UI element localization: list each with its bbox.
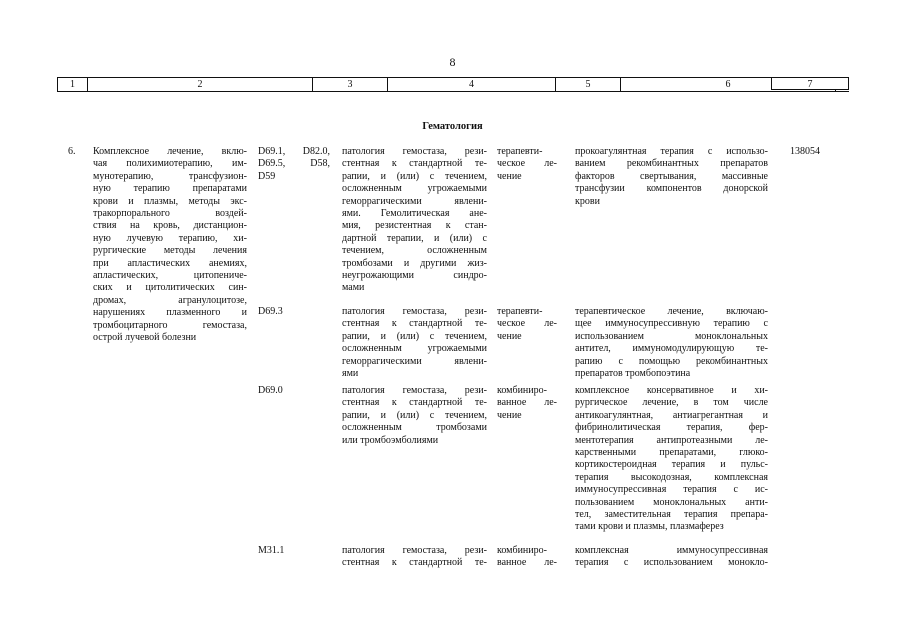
pathology-line: осложненным тромбозами	[342, 422, 487, 434]
pathology-line: патология гемостаза, рези-	[342, 146, 487, 157]
method-line: ментотерапия антипротеазными ле-	[575, 434, 768, 446]
pathology-line: геморрагическими явлени-	[342, 195, 487, 207]
treatment-type-line: комбиниро-	[497, 545, 547, 556]
entry-3-pathology	[342, 385, 487, 447]
header-col-1: 1	[57, 78, 87, 91]
care-type-name	[93, 146, 247, 345]
page-number: 8	[449, 55, 456, 69]
treatment-type-line: чение	[497, 330, 522, 342]
treatment-type-line: чение	[497, 409, 522, 421]
pathology-line: патология гемостаза, рези-	[342, 545, 487, 556]
entry-4-treatment-type	[497, 545, 557, 570]
code-line: D59	[258, 170, 276, 182]
method-line: крови	[575, 195, 600, 207]
pathology-line: стентная к стандартной те-	[342, 397, 487, 409]
pathology-line: мия, резистентная к стан-	[342, 220, 487, 232]
row-number: 6.	[68, 146, 76, 157]
treatment-type-line: ческое ле-	[497, 158, 557, 170]
pathology-line: тромбозами и другими жиз-	[342, 257, 487, 269]
header-col-3: 3	[312, 78, 387, 91]
care-type-line: острой лучевой болезни	[93, 332, 197, 344]
pathology-line: стентная к стандартной те-	[342, 158, 487, 170]
entry-1-treatment-type	[497, 146, 557, 183]
treatment-type-line: терапевти-	[497, 306, 543, 317]
pathology-line: рапии, и (или) с течением,	[342, 330, 487, 342]
method-line: препаратов тромбопоэтина	[575, 368, 691, 380]
treatment-type-line: комбиниро-	[497, 385, 547, 396]
method-line: кортикостероидная терапия и пульс-	[575, 459, 768, 471]
entry-3-method	[575, 385, 768, 534]
care-type-line: мунотерапию, трансфузион-	[93, 170, 247, 182]
pathology-line: осложненным угрожаемыми	[342, 183, 487, 195]
care-type-line: ствия на кровь, дистанцион-	[93, 220, 247, 232]
method-line: терапия с использованием моноклo-	[575, 557, 768, 569]
care-type-line: Комплексное лечение, вклю-	[93, 146, 247, 157]
method-line: щее иммуносупрессивную терапию с	[575, 318, 768, 330]
code-line: D69.0	[258, 385, 283, 396]
care-type-line: нарушениях плазменного и	[93, 307, 247, 319]
code-line: D69.1, D82.0,	[258, 146, 330, 157]
care-type-line: апластических, цитопениче-	[93, 270, 247, 282]
method-line: иммуносупрессивная терапия с ис-	[575, 484, 768, 496]
care-type-line: чая полихимиотерапию, им-	[93, 158, 247, 170]
pathology-line: стентная к стандартной те-	[342, 557, 487, 569]
section-title: Гематология	[422, 121, 483, 132]
code-line: D69.3	[258, 306, 283, 317]
entry-1-codes	[258, 146, 330, 183]
pathology-line: или тромбоэмболиями	[342, 434, 439, 446]
entry-2-codes	[258, 306, 283, 318]
method-line: карственными препаратами, глюко-	[575, 447, 768, 459]
method-line: ванием рекомбинантных препаратов	[575, 158, 768, 170]
pathology-line: неугрожающими синдро-	[342, 270, 487, 282]
entry-2-method	[575, 306, 768, 380]
pathology-line: мами	[342, 282, 365, 294]
header-col-2: 2	[87, 78, 312, 91]
pathology-line: течением, осложненным	[342, 245, 487, 257]
care-type-line: рургические методы лечения	[93, 245, 247, 257]
entry-3-treatment-type	[497, 385, 557, 422]
method-line: фибринолитическая терапия, фер-	[575, 422, 768, 434]
care-type-line: дромах, агранулоцитозе,	[93, 294, 247, 306]
entry-4-method	[575, 545, 768, 570]
care-type-line: ских и цитолитических син-	[93, 282, 247, 294]
care-type-line: крови и плазмы, методы экс-	[93, 195, 247, 207]
treatment-type-line: ванное ле-	[497, 557, 557, 569]
method-line: рапию с помощью рекомбинантных	[575, 355, 768, 367]
treatment-type-line: ческое ле-	[497, 318, 557, 330]
column-number-header	[57, 77, 849, 92]
pathology-line: ями. Гемолитическая ане-	[342, 208, 487, 220]
method-line: прокоагулянтная терапия с использо-	[575, 146, 768, 157]
method-line: использованием моноклональных	[575, 330, 768, 342]
care-type-line: тромбоцитарного гемостаза,	[93, 319, 247, 331]
header-col-6: 6	[620, 78, 835, 91]
entry-1-pathology	[342, 146, 487, 295]
header-col-7: 7	[771, 77, 849, 90]
entry-2-treatment-type	[497, 306, 557, 343]
entry-4-pathology	[342, 545, 487, 570]
treatment-type-line: чение	[497, 170, 522, 182]
entry-3-codes	[258, 385, 283, 397]
header-col-4: 4	[387, 78, 555, 91]
method-line: факторов свертывания, массивные	[575, 170, 768, 182]
pathology-line: геморрагическими явлени-	[342, 355, 487, 367]
method-line: терапевтическое лечение, включаю-	[575, 306, 768, 317]
treatment-type-line: терапевти-	[497, 146, 543, 157]
pathology-line: стентная к стандартной те-	[342, 318, 487, 330]
method-line: тел, заместительная терапия препара-	[575, 509, 768, 521]
pathology-line: патология гемостаза, рези-	[342, 385, 487, 396]
method-line: рургическое лечение, в том числе	[575, 397, 768, 409]
header-col-5: 5	[555, 78, 620, 91]
code-line: D69.5, D58,	[258, 158, 330, 170]
entry-1-method	[575, 146, 768, 208]
method-line: терапия высокодозная, комплексная	[575, 471, 768, 483]
entry-4-codes	[258, 545, 284, 557]
care-type-line: при апластических анемиях,	[93, 257, 247, 269]
price: 138054	[790, 146, 820, 157]
method-line: антител, иммуномодулирующую те-	[575, 343, 768, 355]
pathology-line: патология гемостаза, рези-	[342, 306, 487, 317]
code-line: M31.1	[258, 545, 285, 556]
care-type-line: ную лучевую терапию, хи-	[93, 232, 247, 244]
care-type-line: ную терапию препаратами	[93, 183, 247, 195]
entry-2-pathology	[342, 306, 487, 380]
method-line: комплексное консервативное и хи-	[575, 385, 768, 396]
treatment-type-line: ванное ле-	[497, 397, 557, 409]
method-line: комплексная иммуносупрессивная	[575, 545, 768, 556]
method-line: трансфузии компонентов донорской	[575, 183, 768, 195]
pathology-line: дартной терапии, и (или) с	[342, 232, 487, 244]
pathology-line: осложненным угрожаемыми	[342, 343, 487, 355]
pathology-line: рапии, и (или) с течением,	[342, 170, 487, 182]
care-type-line: тракорпорального воздей-	[93, 208, 247, 220]
method-line: тами крови и плазмы, плазмаферез	[575, 521, 724, 533]
method-line: пользованием моноклональных анти-	[575, 496, 768, 508]
method-line: антикоагулянтная, антиагрегантная и	[575, 409, 768, 421]
pathology-line: рапии, и (или) с течением,	[342, 409, 487, 421]
pathology-line: ями	[342, 368, 359, 380]
